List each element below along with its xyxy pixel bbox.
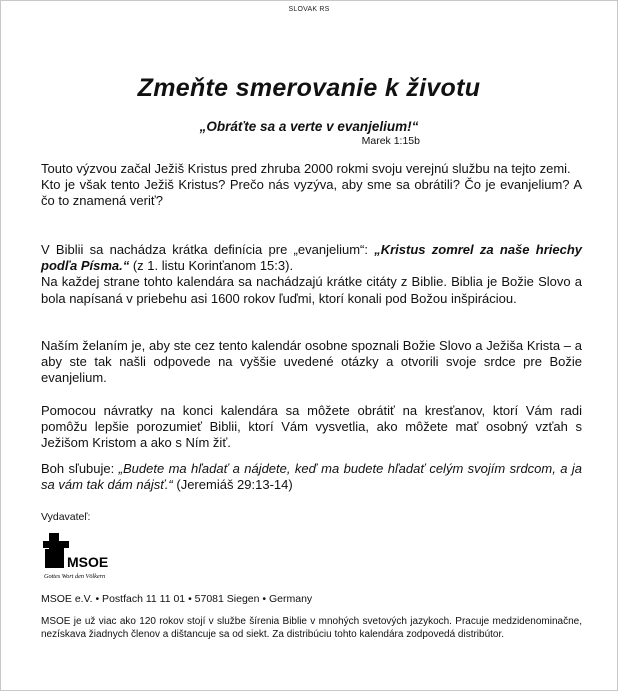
publisher-label: Vydavateľ:: [41, 511, 91, 523]
paragraph-text: Na každej strane tohto kalendára sa nachádzajú krátke citáty z Biblie. Biblia je Božie Slovo a bola napísaná v priebehu asi 1600 rokov ľuďmi, ktorí konali pod Božou inšpiráciou.: [41, 274, 582, 306]
promise-quote: „Budete ma hľadať a nájdete, keď ma budete hľadať celým svojím srdcom, a ja sa vám tak dám nájsť.“: [41, 461, 582, 493]
paragraph-text: Pomocou návratky na konci kalendára sa môžete obrátiť na kresťanov, ktorí Vám radi pomôžu lepšie porozumieť Biblii, ktorí Vám vysvetlia, ako môžete mať osobný vzťah s Ježišom Kristom a ako s Ním žiť.: [41, 403, 582, 451]
page-title: Zmeňte smerovanie k životu: [137, 74, 481, 102]
quote-reference: (z 1. listu Korinťanom 15:3).: [129, 258, 294, 274]
paragraph-text: [41, 242, 582, 274]
paragraph-reply: [41, 403, 582, 452]
paragraph-definition: [41, 242, 582, 307]
quote-reference: (Jeremiáš 29:13-14): [172, 477, 293, 493]
logo-tagline: Gottes Wort den Völkern: [44, 573, 106, 580]
paragraph-wish: [41, 338, 582, 387]
paragraph-text: [41, 461, 582, 493]
paragraph-text: Naším želaním je, aby ste cez tento kalendár osobne spoznali Božie Slovo a Ježiša Krista – a aby ste tak našli odpovede na vyššie uvedené otázky a otvorili svoje srdce pre Božie evanjelium.: [41, 338, 582, 386]
bible-reference: Marek 1:15b: [361, 135, 420, 147]
paragraph-text: Kto je však tento Ježiš Kristus? Prečo nás vyzýva, aby sme sa obrátili? Čo je evanjelium? A čo to znamená veriť?: [41, 177, 582, 209]
publisher-address: MSOE e.V. • Postfach 11 11 01 • 57081 Siegen • Germany: [41, 593, 313, 605]
paragraph-promise: [41, 461, 582, 493]
paragraph-text-intro: Boh sľubuje:: [41, 461, 119, 476]
msoe-logo: [41, 531, 131, 581]
publisher-description: MSOE je už viac ako 120 rokov stojí v službe šírenia Biblie v mnohých svetových jazykoch. Pracuje medzidenominačne, nezískava žiadnych členov a dištancuje sa od siekt. Za distribúciu tohto kalendára zodpovedá distribútor.: [41, 616, 582, 640]
logo-text: MSOE: [67, 554, 109, 570]
paragraph-intro: [41, 161, 582, 210]
gospel-quote: „Kristus zomrel za naše hriechy podľa Písma.“: [41, 242, 582, 274]
cross-icon: [41, 531, 131, 581]
page-subtitle: „Obráťte sa a verte v evanjelium!“: [199, 119, 419, 134]
language-label: SLOVAK RS: [288, 6, 330, 13]
paragraph-text-intro: V Biblii sa nachádza krátka definícia pre „evanjelium“:: [41, 242, 375, 257]
paragraph-text: Touto výzvou začal Ježiš Kristus pred zhruba 2000 rokmi svoju verejnú službu na tejto zemi.: [41, 161, 571, 176]
